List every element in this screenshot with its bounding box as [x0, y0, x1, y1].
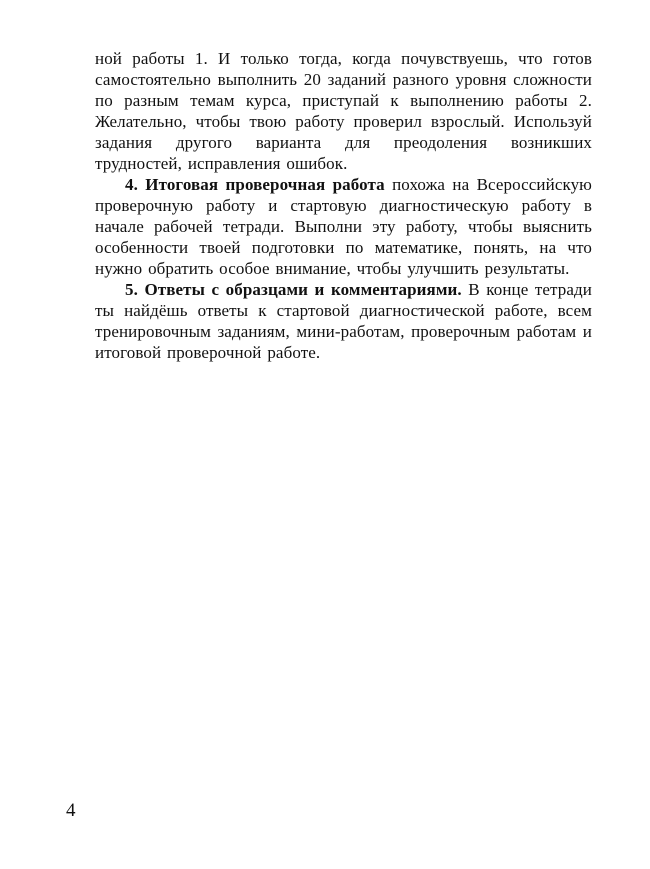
paragraph-item-4	[95, 174, 592, 279]
paragraph-item-5	[95, 279, 592, 363]
text-block	[95, 48, 592, 363]
page-number: 4	[66, 800, 76, 821]
paragraph-bold-lead: 5. Ответы с образцами и комментариями.	[125, 280, 462, 299]
paragraph-text: похожа на Всероссийскую проверочную работу и стартовую диагностическую работу в начале рабочей тетради. Выполни эту работу, чтобы выяснить особенности твоей подготовки по математике, понять, на что нужно обратить особое внимание, чтобы улучшить результаты.	[95, 175, 592, 278]
paragraph-text: ной работы 1. И только тогда, когда почувствуешь, что готов самостоятельно выполнить 20 заданий разного уровня сложности по разным темам курса, приступай к выполнению работы 2. Желательно, чтобы твою работу проверил взрослый. Используй задания другого варианта для преодоления возникших трудностей, исправления ошибок.	[95, 49, 592, 173]
paragraph-text: В конце тетради ты найдёшь ответы к стартовой диагностической работе, всем тренировочным заданиям, мини-работам, проверочным работам и итоговой проверочной работе.	[95, 280, 592, 362]
paragraph-bold-lead: 4. Итоговая проверочная работа	[125, 175, 385, 194]
paragraph-continuation	[95, 48, 592, 174]
